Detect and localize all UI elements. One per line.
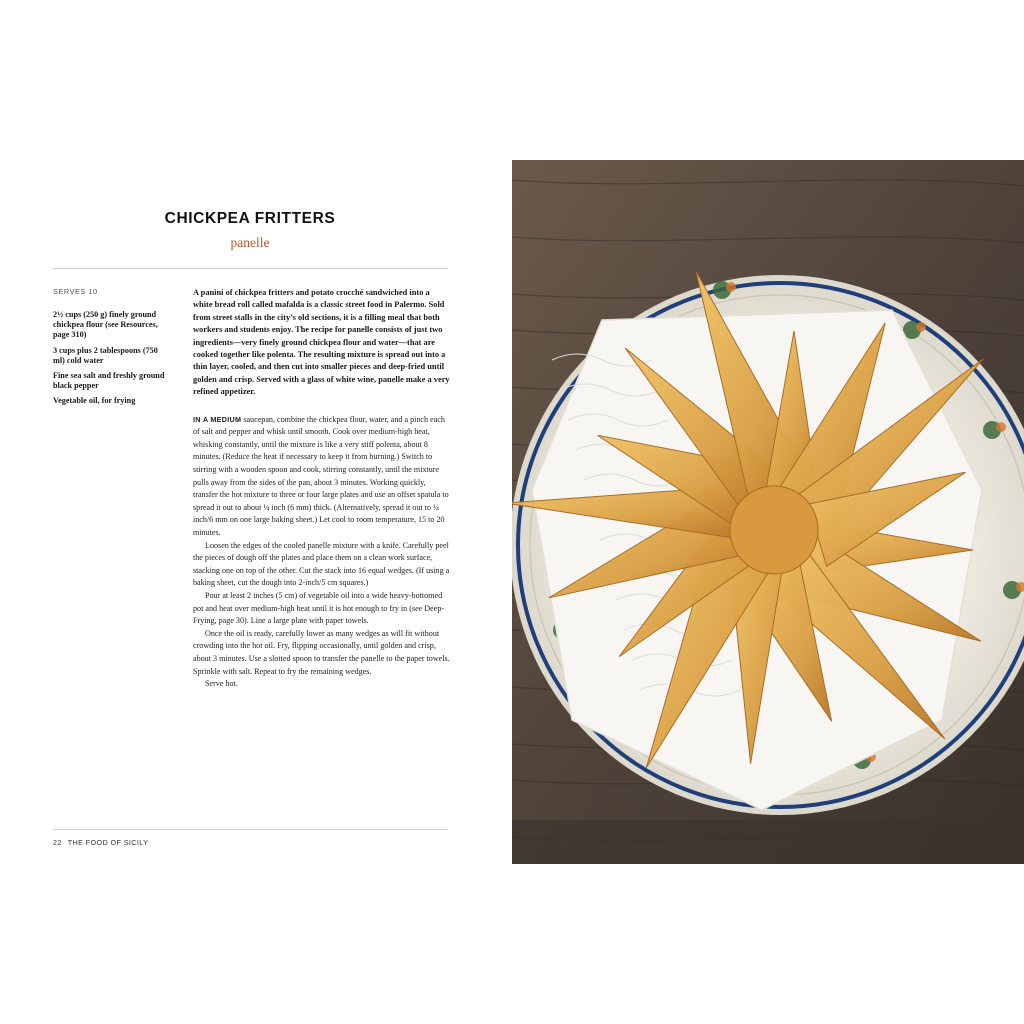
- ingredient-item: 2½ cups (250 g) finely ground chickpea flour (see Resources, page 310): [53, 310, 158, 340]
- recipe-subtitle: panelle: [230, 235, 270, 250]
- page-footer: [53, 838, 353, 847]
- serves-label: SERVES 10: [53, 287, 98, 296]
- method-paragraph: Serve hot.: [205, 679, 238, 689]
- method-section: [193, 414, 451, 691]
- method-paragraph: [193, 414, 451, 540]
- plate-flower: [916, 322, 926, 332]
- method-paragraph: Once the oil is ready, carefully lower as many wedges as will fit without crowding into the hot oil. Fry, flipping occasionally, until golden and crisp, about 3 minutes. Use a slotted spoon to transfer the panelle to the paper towels. Sprinkle with salt. Repeat to fry the remaining wedges.: [193, 628, 450, 676]
- ingredient-item: Fine sea salt and freshly ground black pepper: [53, 371, 165, 391]
- recipe-body: [193, 287, 451, 691]
- fritters-on-plate-illustration: [512, 160, 1024, 864]
- bottom-divider: [53, 829, 448, 830]
- food-photo: [512, 160, 1024, 864]
- method-paragraph: Loosen the edges of the cooled panelle mixture with a knife. Carefully peel the pieces of dough off the plates and place them on a clean work surface, stacking one on top of the other. Cut the stack into 16 equal wedges. (If using a baking sheet, cut the dough into 2-inch/5 cm squares.): [193, 540, 450, 588]
- ingredient-item: 3 cups plus 2 tablespoons (750 ml) cold water: [53, 345, 158, 365]
- ingredients-sidebar: [53, 287, 171, 412]
- plate-flower: [726, 282, 736, 292]
- book-title: THE FOOD OF SICILY: [67, 838, 149, 847]
- method-paragraph: Pour at least 2 inches (5 cm) of vegetable oil into a wide heavy-bottomed pot and heat over medium-high heat until it is hot enough to fry in (see Deep-Frying, page 30). Line a large plate with paper towels.: [193, 590, 445, 626]
- recipe-intro: A panini of chickpea fritters and potato crocché sandwiched into a white bread roll called mafalda is a classic street food in Palermo. Sold from street stalls in the city’s old sections, it is a filling meal that both workers and students enjoy. The recipe for panelle consists of just two ingredients—very finely ground chickpea flour and water—that are cooked together like polenta. The resulting mixture is spread out into a thin layer, cooled, and then cut into smaller pieces and deep-fried until golden and crisp. Served with a glass of white wine, panelle make a very refined appetizer.: [193, 288, 450, 397]
- table-edge: [512, 820, 1024, 864]
- top-divider: [53, 268, 448, 269]
- recipe-title: CHICKPEA FRITTERS: [164, 210, 336, 227]
- method-lead-in: IN A MEDIUM: [193, 414, 242, 424]
- fritter-center: [730, 486, 818, 574]
- method-paragraph-text: saucepan, combine the chickpea flour, water, and a pinch each of salt and pepper and whisk until smooth. Cook over medium-high heat, whisking constantly, until the mixture is like a very stiff polenta, about 8 minutes. (Reduce the heat if necessary to keep it from burning.) Switch to stirring with a wooden spoon and cook, stirring constantly, until the mixture pulls away from the sides of the pan, about 3 minutes. Working quickly, transfer the hot mixture to three or four large plates and use an offset spatula to spread it out to about ¼ inch (6 mm) thick. (Alternatively, spread it out to ¼ inch/6 mm on one large baking sheet.) Let cool to room temperature, 15 to 20 minutes.: [193, 414, 449, 537]
- ingredient-item: Vegetable oil, for frying: [53, 396, 136, 406]
- page-number: 22: [53, 838, 62, 847]
- plate-flower: [996, 422, 1006, 432]
